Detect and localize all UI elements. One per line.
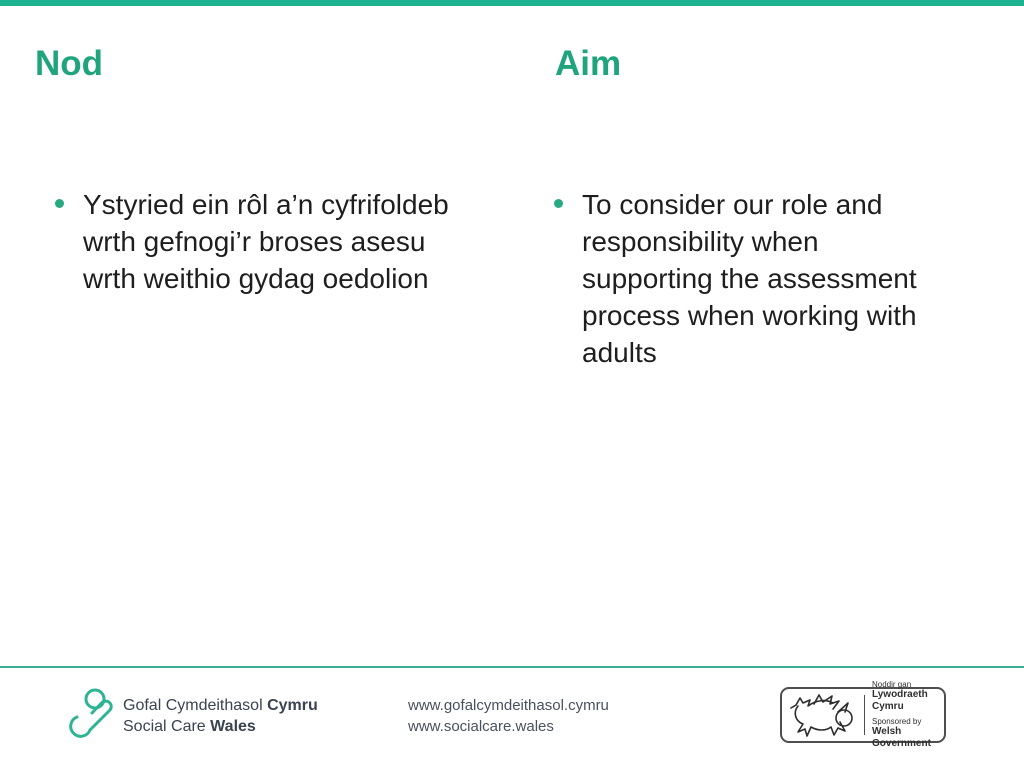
bullet-dot-icon xyxy=(55,199,64,208)
welsh-dragon-icon xyxy=(786,690,860,740)
scw-logo-text xyxy=(123,695,318,737)
wg-sponsored-by: Sponsored by xyxy=(872,717,922,726)
bullet-text-welsh: Ystyried ein rôl a’n cyfrifoldeb wrth gefnogi’r broses asesu wrth weithio gydag oedolion xyxy=(83,189,457,294)
scw-english-regular: Social Care xyxy=(123,718,211,735)
footer-urls xyxy=(408,695,609,737)
footer-divider-line xyxy=(0,666,1024,668)
scw-logo-line-english xyxy=(123,716,318,737)
wg-box-text xyxy=(872,680,944,750)
footer-url-english: www.socialcare.wales xyxy=(408,718,554,735)
heading-nod: Nod xyxy=(35,44,104,83)
scw-welsh-regular: Gofal Cymdeithasol xyxy=(123,697,268,714)
wg-noddir-gan: Noddir gan xyxy=(872,680,912,689)
scw-english-bold: Wales xyxy=(210,718,256,735)
bullet-dot-icon xyxy=(554,199,563,208)
heading-aim: Aim xyxy=(555,44,622,83)
wg-box-separator xyxy=(864,695,865,735)
person-swoosh-outline-icon xyxy=(64,686,118,746)
welsh-government-logo-box xyxy=(780,680,946,749)
footer-url-welsh: www.gofalcymdeithasol.cymru xyxy=(408,697,609,714)
bullet-text-english: To consider our role and responsibility when supporting the assessment process when working with adults xyxy=(582,189,933,368)
bullet-item-welsh xyxy=(55,186,475,297)
scw-welsh-bold: Cymru xyxy=(267,697,318,714)
bullet-item-english xyxy=(554,186,964,371)
scw-logo-line-welsh xyxy=(123,695,318,716)
wg-welsh-government: Welsh Government xyxy=(872,726,931,749)
top-accent-bar xyxy=(0,0,1024,6)
wg-lywodraeth-cymru: Lywodraeth Cymru xyxy=(872,689,928,712)
